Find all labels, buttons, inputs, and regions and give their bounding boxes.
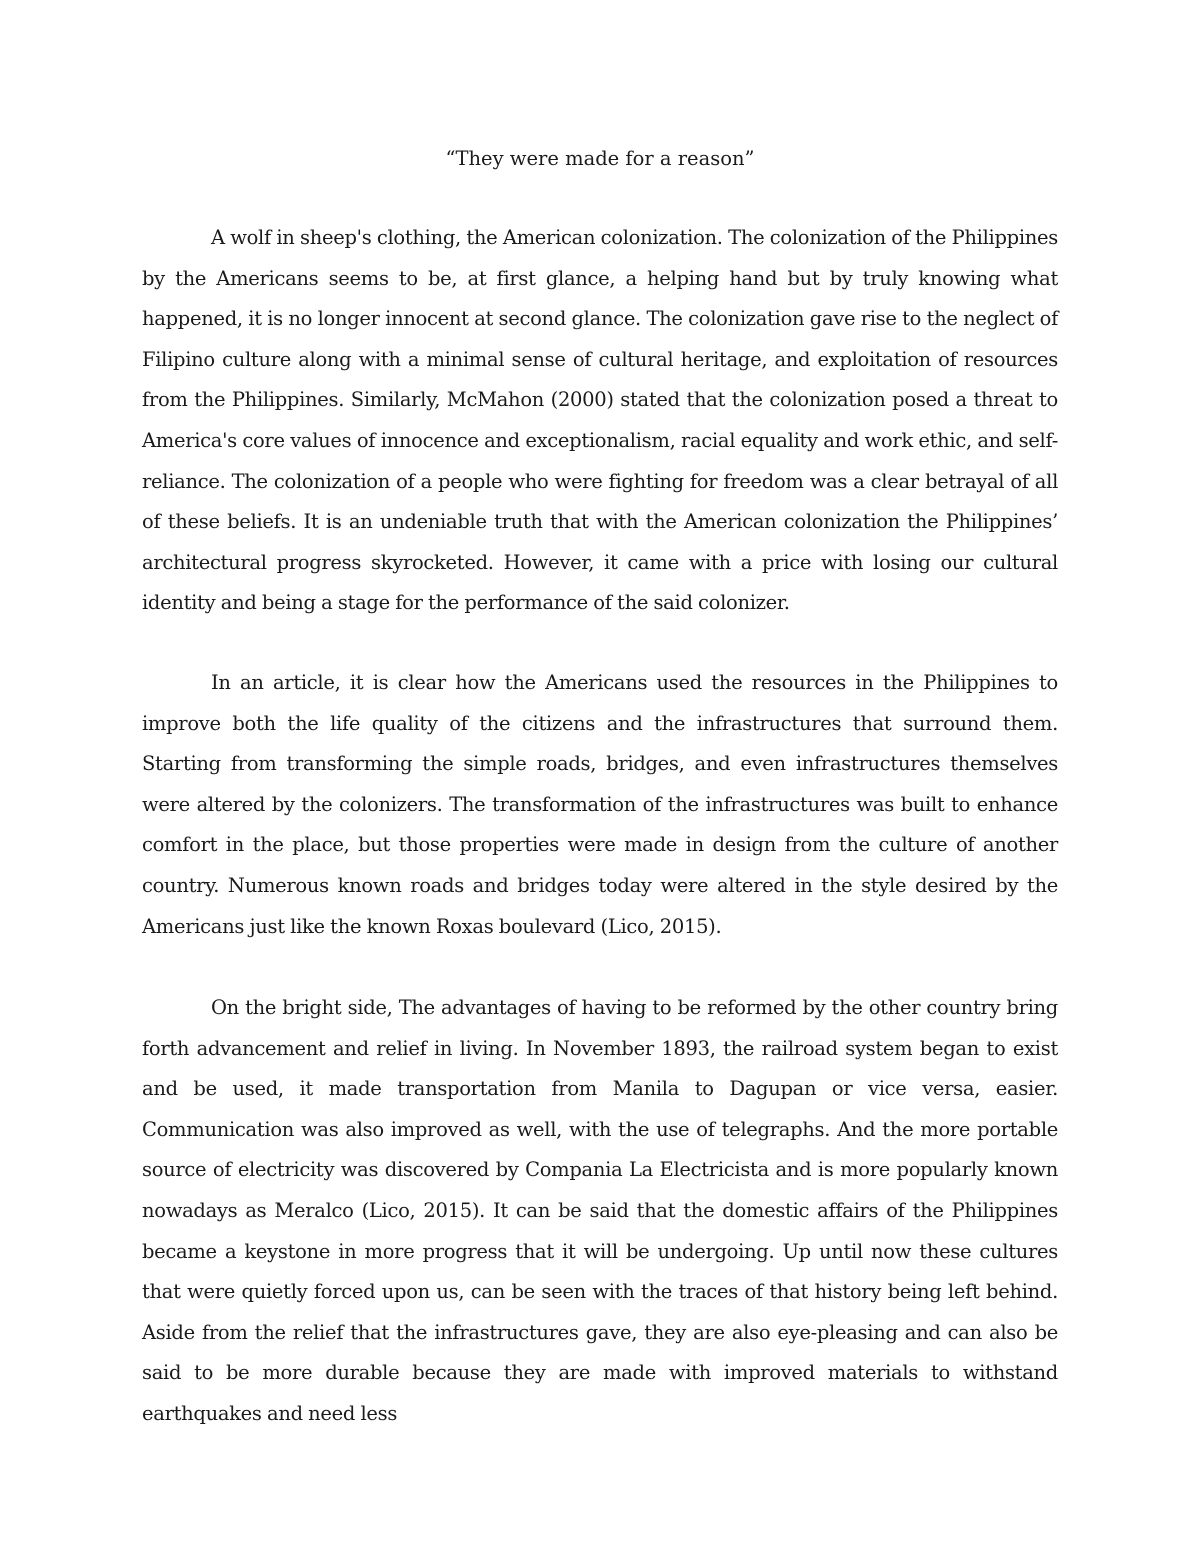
- paragraph-1: A wolf in sheep's clothing, the American colonization. The colonization of the Philippines by the Americans seems to be, at first glance, a helping hand but by truly knowing what happened, it is no longer innocent at second glance. The colonization gave rise to the neglect of Filipino culture along with a minimal sense of cultural heritage, and exploitation of resources from the Philippines. Similarly, McMahon (2000) stated that the colonization posed a threat to America's core values of innocence and exceptionalism, racial equality and work ethic, and self-reliance. The colonization of a people who were fighting for freedom was a clear betrayal of all of these beliefs. It is an undeniable truth that with the American colonization the Philippines’ architectural progress skyrocketed. However, it came with a price with losing our cultural identity and being a stage for the performance of the said colonizer.: [142, 226, 1058, 615]
- document-title: “They were made for a reason”: [445, 147, 755, 170]
- paragraph-3: On the bright side, The advantages of having to be reformed by the other country bring forth advancement and relief in living. In November 1893, the railroad system began to exist and be used, it made transportation from Manila to Dagupan or vice versa, easier. Communication was also improved as well, with the use of telegraphs. And the more portable source of electricity was discovered by Compania La Electricista and is more popularly known nowadays as Meralco (Lico, 2015). It can be said that the domestic affairs of the Philippines became a keystone in more progress that it will be undergoing. Up until now these cultures that were quietly forced upon us, can be seen with the traces of that history being left behind. Aside from the relief that the infrastructures gave, they are also eye-pleasing and can also be said to be more durable because they are made with improved materials to withstand earthquakes and need less: [142, 996, 1058, 1425]
- paragraph-2: In an article, it is clear how the Americans used the resources in the Philippines to improve both the life quality of the citizens and the infrastructures that surround them. Starting from transforming the simple roads, bridges, and even infrastructures themselves were altered by the colonizers. The transformation of the infrastructures was built to enhance comfort in the place, but those properties were made in design from the culture of another country. Numerous known roads and bridges today were altered in the style desired by the Americans just like the known Roxas boulevard (Lico, 2015).: [142, 671, 1058, 938]
